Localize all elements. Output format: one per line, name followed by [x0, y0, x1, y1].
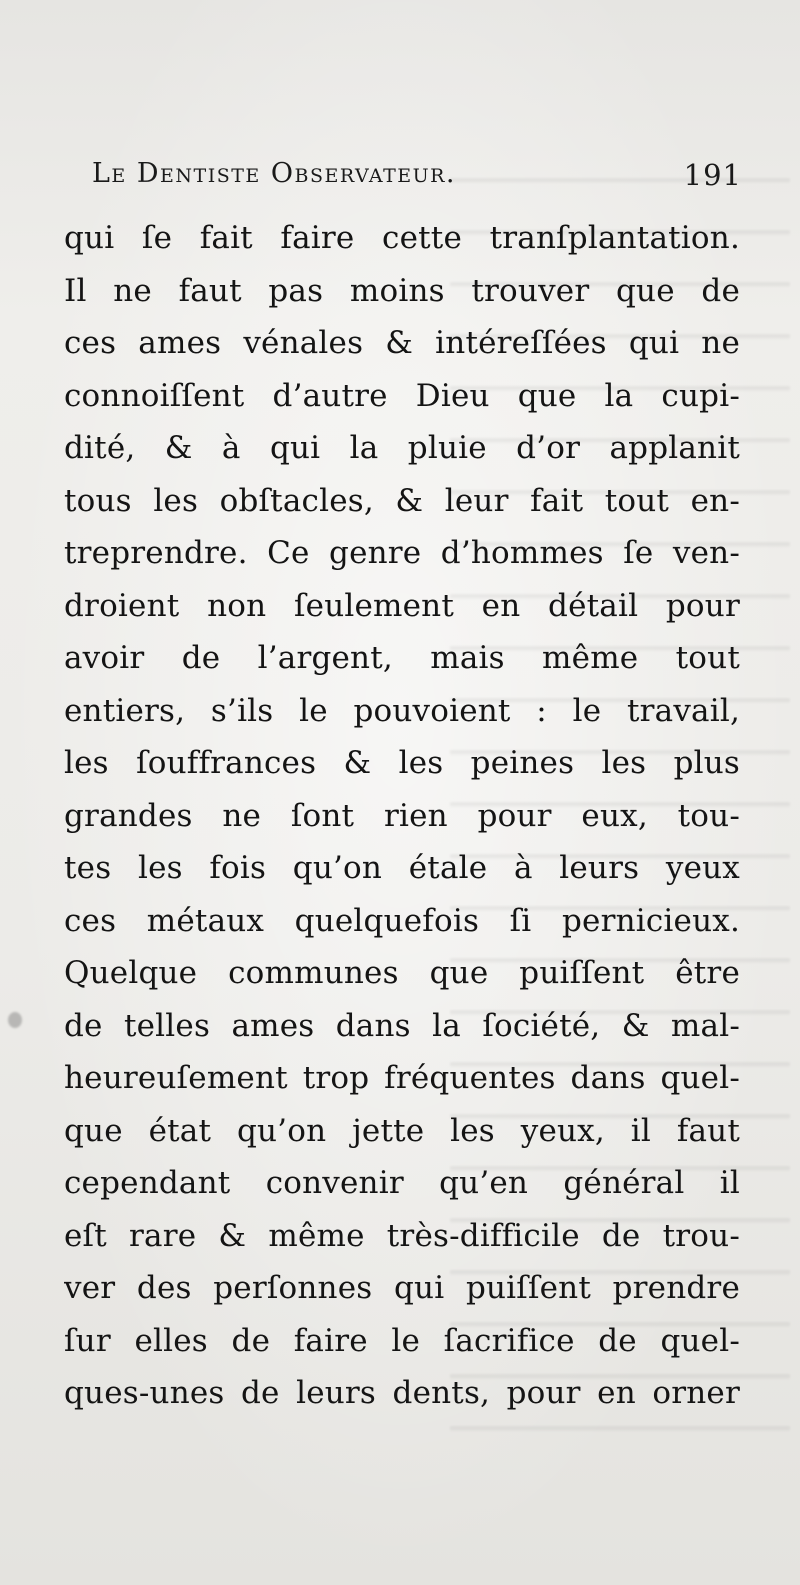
text-line: dité, & à qui la pluie d’or applanit [64, 430, 740, 466]
text-line: tous les obſtacles, & leur fait tout en- [64, 482, 740, 519]
text-line: connoiſſent d’autre Dieu que la cupi- [64, 377, 740, 414]
running-title: Le Dentiste Observateur. [92, 158, 457, 189]
text-line: eſt rare & même très-difficile de trou- [64, 1217, 740, 1254]
text-line: heureuſement trop fréquentes dans quel- [64, 1060, 740, 1096]
text-line: les ſouffrances & les peines les plus [64, 745, 740, 781]
text-line: droient non ſeulement en détail pour [64, 587, 740, 624]
text-line: ques-unes de leurs dents, pour en orner [64, 1375, 740, 1411]
text-line: Quelque communes que puiſſent être [64, 955, 740, 991]
text-line: cependant convenir qu’en général il [64, 1165, 740, 1201]
page-number: 191 [683, 158, 742, 192]
text-line: avoir de l’argent, mais même tout [64, 640, 740, 676]
text-line: tes les fois qu’on étale à leurs yeux [64, 850, 740, 886]
running-head [92, 152, 742, 196]
text-line: ces métaux quelquefois ſi pernicieux. [64, 902, 740, 939]
text-line: treprendre. Ce genre d’hommes ſe ven- [64, 535, 740, 571]
text-line: grandes ne ſont rien pour eux, tou- [64, 797, 740, 834]
text-line: ces ames vénales & intéreſſées qui ne [64, 325, 740, 361]
body-text [64, 212, 740, 1512]
text-line: ver des perſonnes qui puiſſent prendre [64, 1270, 740, 1306]
text-line: entiers, s’ils le pouvoient : le travail, [64, 692, 740, 729]
text-line: Il ne faut pas moins trouver que de [64, 272, 740, 309]
ink-smudge [8, 1012, 22, 1028]
text-line: que état qu’on jette les yeux, il faut [64, 1112, 740, 1149]
text-line: ſur elles de faire le ſacrifice de quel- [64, 1322, 740, 1359]
text-line: qui ſe fait faire cette tranſplantation. [64, 220, 740, 256]
text-line: de telles ames dans la ſociété, & mal- [64, 1007, 740, 1044]
